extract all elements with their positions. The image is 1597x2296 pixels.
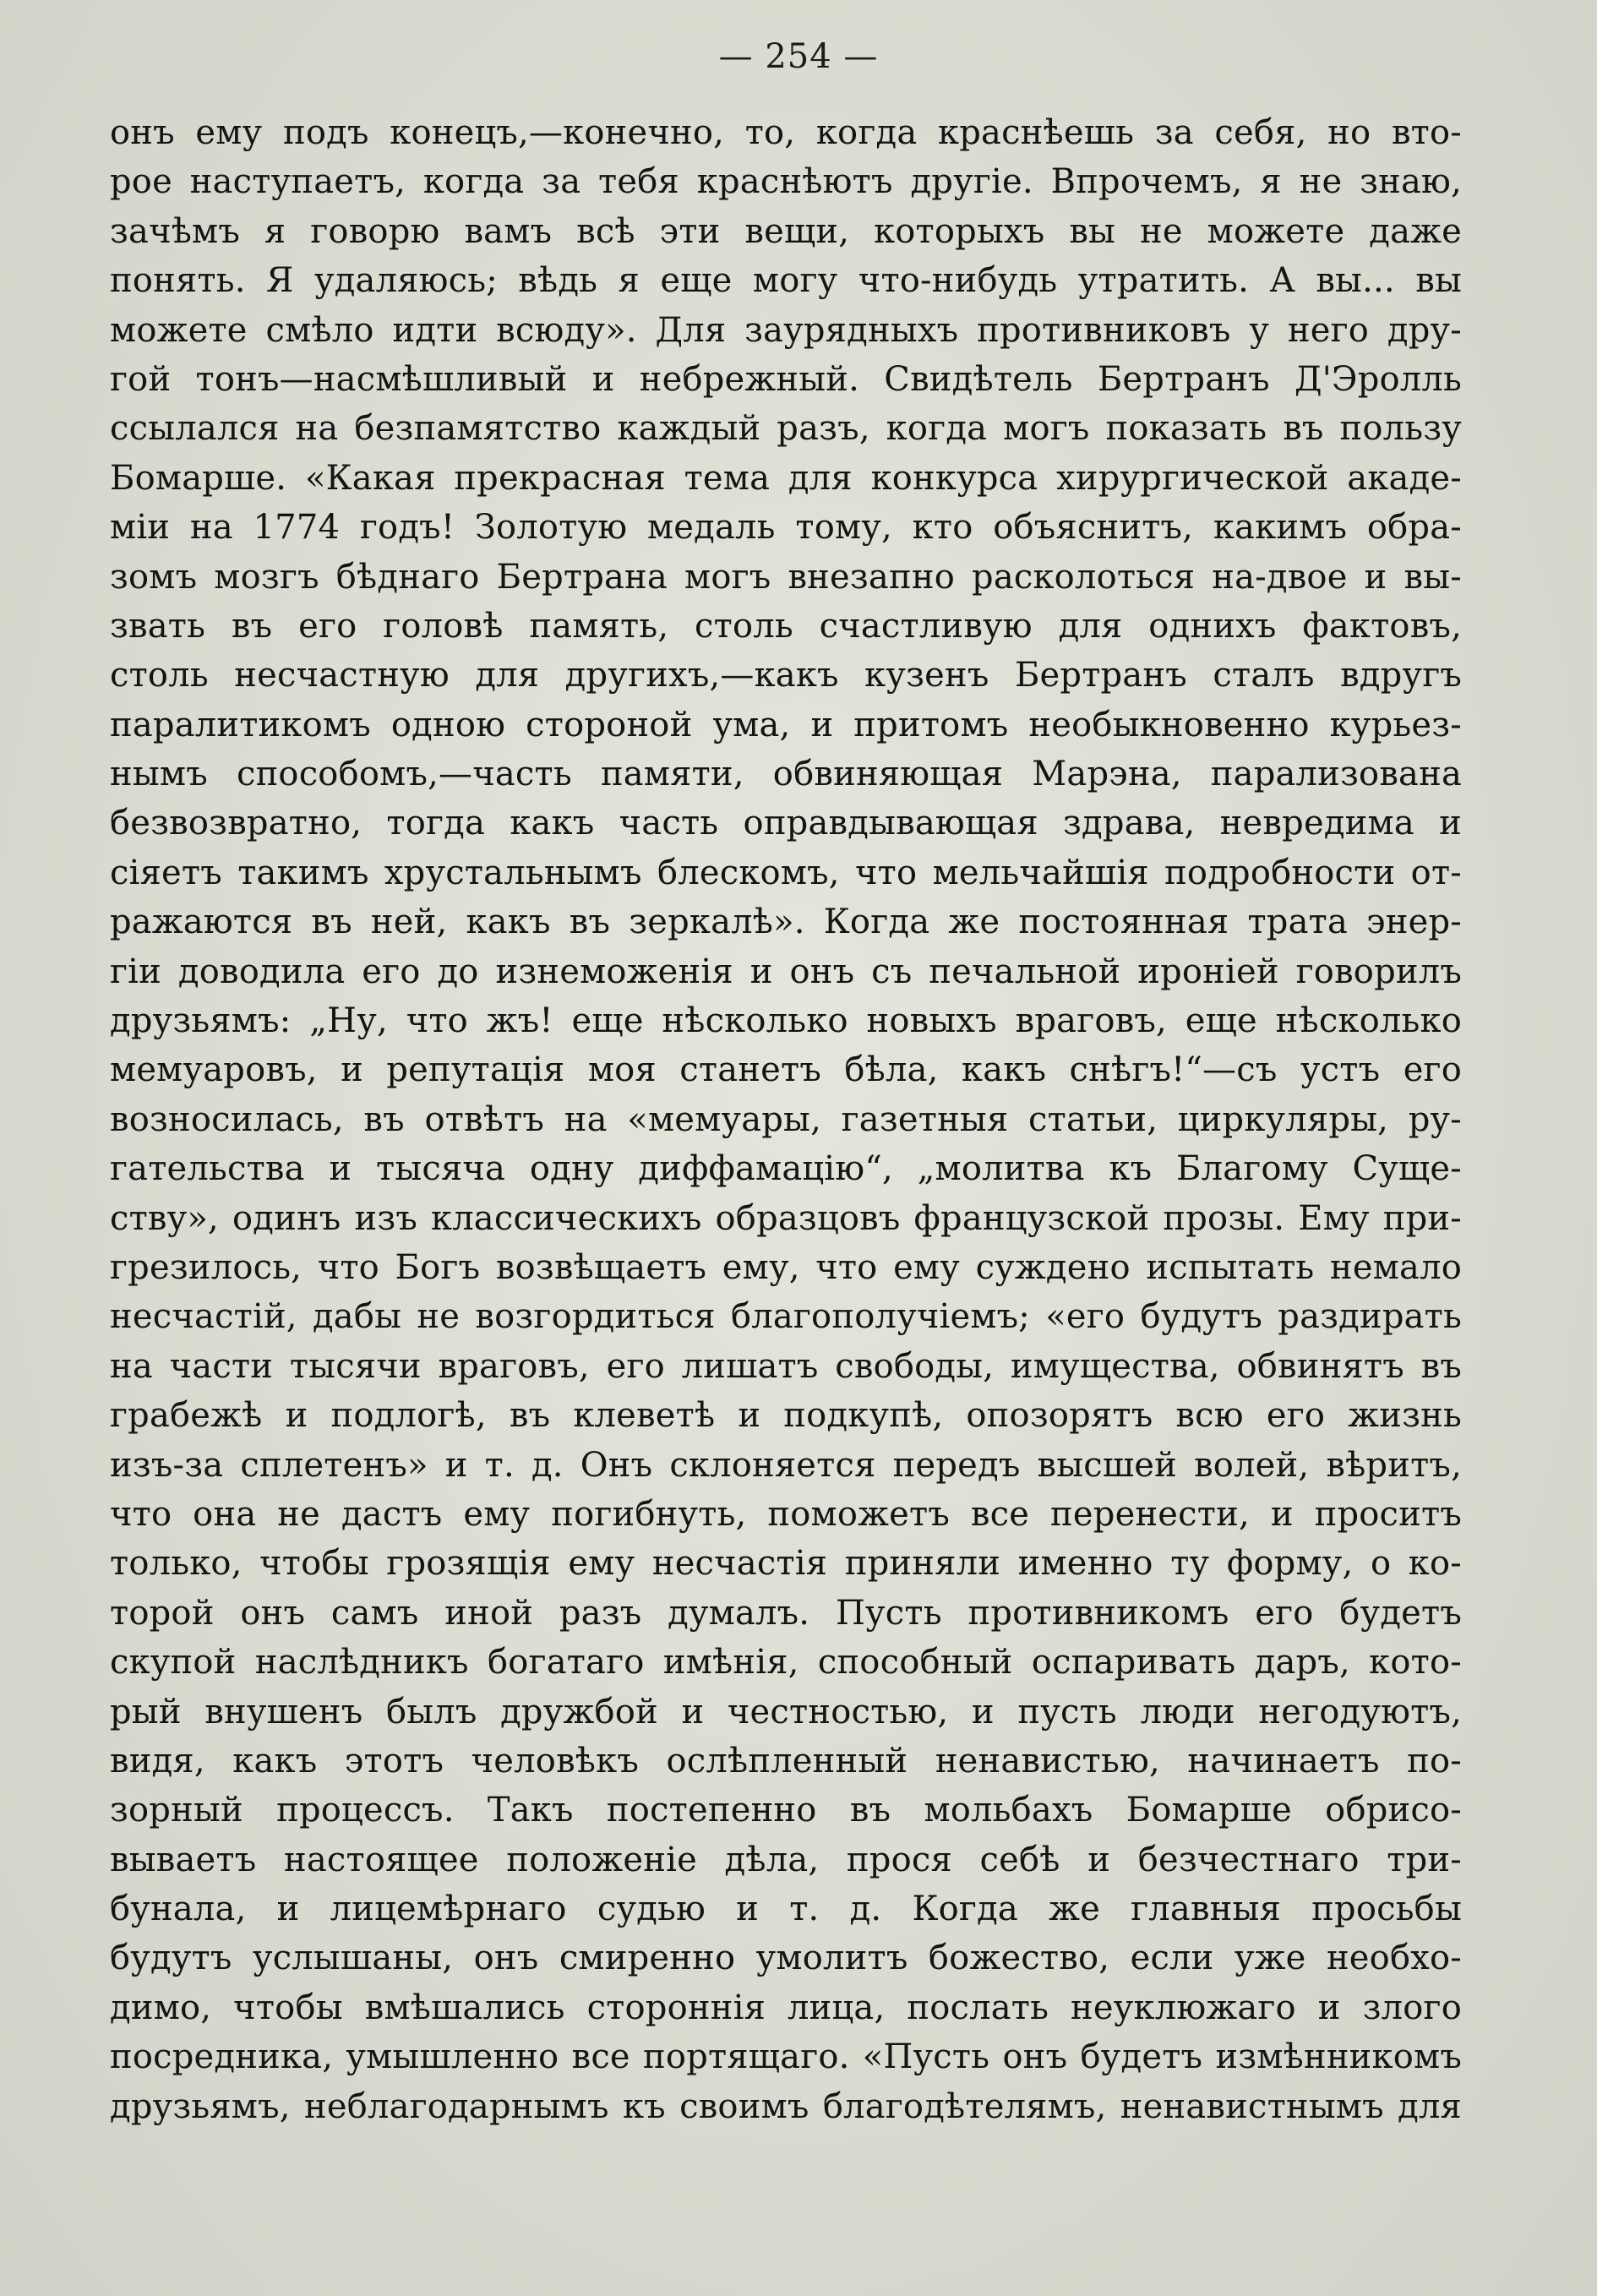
- text-line: ссылался на безпамятство каждый разъ, когда могъ показать въ пользу: [110, 409, 1462, 449]
- text-line: гательства и тысяча одну диффамацію“, „молитва къ Благому Суще-: [110, 1149, 1462, 1189]
- text-line: нымъ способомъ,—часть памяти, обвиняющая Марэна, парализована: [110, 755, 1462, 794]
- text-line: зачѣмъ я говорю вамъ всѣ эти вещи, которыхъ вы не можете даже: [110, 211, 1462, 251]
- text-line: понять. Я удаляюсь; вѣдь я еще могу что-нибудь утратить. А вы... вы: [110, 261, 1462, 301]
- text-line: онъ ему подъ конецъ,—конечно, то, когда краснѣешь за себя, но вто-: [110, 113, 1462, 152]
- text-line: только, чтобы грозящія ему несчастія приняли именно ту форму, о ко-: [110, 1544, 1462, 1584]
- text-line: сіяетъ такимъ хрустальнымъ блескомъ, что мельчайшія подробности от-: [110, 853, 1462, 892]
- text-line: ству», одинъ изъ классическихъ образцовъ французской прозы. Ему при-: [110, 1198, 1462, 1238]
- text-line: возносилась, въ отвѣтъ на «мемуары, газетныя статьи, циркуляры, ру-: [110, 1099, 1462, 1139]
- page-number: — 254 —: [718, 37, 879, 76]
- text-line: на части тысячи враговъ, его лишатъ свободы, имущества, обвинятъ въ: [110, 1346, 1462, 1386]
- text-line: мемуаровъ, и репутація моя станетъ бѣла, какъ снѣгъ!“—съ устъ его: [110, 1050, 1462, 1090]
- text-line: зорный процессъ. Такъ постепенно въ мольбахъ Бомарше обрисо-: [110, 1791, 1462, 1830]
- text-line: паралитикомъ одною стороной ума, и притомъ необыкновенно курьез-: [110, 705, 1462, 744]
- text-line: будутъ услышаны, онъ смиренно умолитъ божество, если уже необхо-: [110, 1939, 1462, 1978]
- text-line: столь несчастную для другихъ,—какъ кузенъ Бертранъ сталъ вдругъ: [110, 656, 1462, 695]
- text-line: рое наступаетъ, когда за тебя краснѣютъ другіе. Впрочемъ, я не знаю,: [110, 162, 1462, 202]
- text-line: грезилось, что Богъ возвѣщаетъ ему, что ему суждено испытать немало: [110, 1247, 1462, 1287]
- text-line: друзьямъ: „Ну, что жъ! еще нѣсколько новыхъ враговъ, еще нѣсколько: [110, 1001, 1462, 1041]
- text-line: Бомарше. «Какая прекрасная тема для конкурса хирургической акаде-: [110, 458, 1462, 498]
- text-line: гіи доводила его до изнеможенія и онъ съ печальной ироніей говорилъ: [110, 952, 1462, 991]
- text-line: бунала, и лицемѣрнаго судью и т. д. Когда же главныя просьбы: [110, 1890, 1462, 1929]
- text-line: рый внушенъ былъ дружбой и честностью, и пусть люди негодуютъ,: [110, 1692, 1462, 1732]
- text-line: изъ-за сплетенъ» и т. д. Онъ склоняется передъ высшей волей, вѣритъ,: [110, 1445, 1462, 1485]
- text-line: безвозвратно, тогда какъ часть оправдывающая здрава, невредима и: [110, 804, 1462, 843]
- text-line: вываетъ настоящее положеніе дѣла, прося себѣ и безчестнаго три-: [110, 1840, 1462, 1879]
- text-line: можете смѣло идти всюду». Для заурядныхъ противниковъ у него дру-: [110, 310, 1462, 350]
- text-line: ражаются въ ней, какъ въ зеркалѣ». Когда же постоянная трата энер-: [110, 903, 1462, 942]
- text-line: димо, чтобы вмѣшались стороннія лица, послать неуклюжаго и злого: [110, 1988, 1462, 2027]
- text-line: звать въ его головѣ память, столь счастливую для однихъ фактовъ,: [110, 606, 1462, 646]
- text-line: друзьямъ, неблагодарнымъ къ своимъ благодѣтелямъ, ненавистнымъ для: [110, 2086, 1462, 2126]
- text-line: гой тонъ—насмѣшливый и небрежный. Свидѣтель Бертранъ Д'Эролль: [110, 359, 1462, 399]
- text-line: торой онъ самъ иной разъ думалъ. Пусть противникомъ его будетъ: [110, 1593, 1462, 1633]
- text-line: міи на 1774 годъ! Золотую медаль тому, кто объяснитъ, какимъ обра-: [110, 508, 1462, 548]
- text-line: зомъ мозгъ бѣднаго Бертрана могъ внезапно расколоться на-двое и вы-: [110, 557, 1462, 597]
- text-line: несчастій, дабы не возгордиться благополучіемъ; «его будутъ раздирать: [110, 1297, 1462, 1337]
- text-line: посредника, умышленно все портящаго. «Пусть онъ будетъ измѣнникомъ: [110, 2037, 1462, 2077]
- text-line: грабежѣ и подлогѣ, въ клеветѣ и подкупѣ, опозорятъ всю его жизнь: [110, 1396, 1462, 1436]
- text-line: видя, какъ этотъ человѣкъ ослѣпленный ненавистью, начинаетъ по-: [110, 1741, 1462, 1781]
- body-text: [110, 108, 1462, 2131]
- text-line: что она не дастъ ему погибнуть, поможетъ все перенести, и проситъ: [110, 1494, 1462, 1534]
- text-line: скупой наслѣдникъ богатаго имѣнія, способный оспаривать даръ, кото-: [110, 1643, 1462, 1682]
